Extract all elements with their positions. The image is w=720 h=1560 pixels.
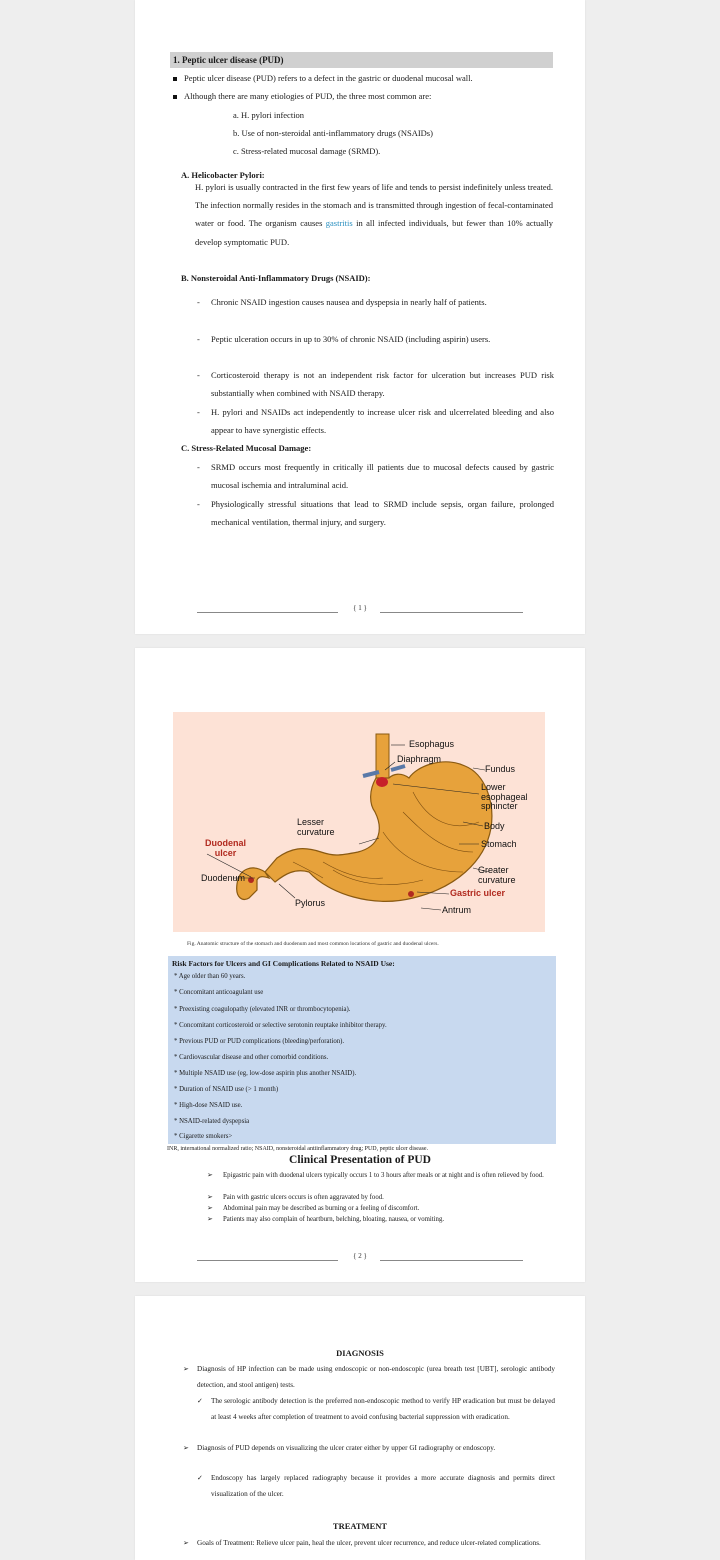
etiology-item: b. Use of non-steroidal anti-inflammatory drugs (NSAIDs): [233, 128, 433, 138]
label-esophagus: Esophagus: [409, 739, 455, 749]
risk-item: * Duration of NSAID use (> 1 month): [174, 1086, 279, 1093]
diagnosis-subitem: ✓ The serologic antibody detection is the preferred non-endoscopic method to verify HP eradication but must be delayed at least 4 weeks after completion of treatment to avoid confusing bacterial suppression with eradication.: [197, 1397, 555, 1421]
document-page-2: [135, 648, 585, 1282]
srmd-item: - SRMD occurs most frequently in critically ill patients due to mucosal defects caused by gastric mucosal ischemia and intraluminal acid.: [197, 462, 554, 491]
section-a-paragraph: H. pylori is usually contracted in the first few years of life and tends to persist indefinitely unless treated. The infection normally resides in the stomach and is transmitted through ingestion of fecal-contaminated water or food. The organism causes gastritis in all infected individuals, but fewer than 10% actually develop symptomatic PUD.: [195, 182, 553, 247]
label-diaphragm: Diaphragm: [397, 754, 442, 764]
section-a-heading: A. Helicobacter Pylori:: [181, 170, 265, 180]
risk-item: * NSAID-related dyspepsia: [174, 1118, 250, 1125]
etiology-item: a. H. pylori infection: [233, 110, 305, 120]
label-fundus: Fundus: [485, 764, 516, 774]
gastritis-link[interactable]: gastritis: [325, 218, 353, 229]
clinical-item: ➢ Epigastric pain with duodenal ulcers typically occurs 1 to 3 hours after meals or at night and is often relieved by food.: [207, 1171, 544, 1179]
label-lower-esophageal-sphincter: Lower esophageal sphincter: [481, 782, 528, 811]
risk-item: * High-dose NSAID use.: [174, 1102, 243, 1109]
label-antrum: Antrum: [442, 905, 472, 915]
treatment-item: ➢ Goals of Treatment: Relieve ulcer pain, heal the ulcer, prevent ulcer recurrence, and reduce ulcer-related complications.: [183, 1539, 541, 1547]
diagnosis-subitem: ✓ Endoscopy has largely replaced radiography because it provides a more accurate diagnosis and permits direct visualization of the ulcer.: [197, 1474, 555, 1498]
figure-caption: Fig. Anatomic structure of the stomach and duodenum and most common locations of gastric and duodenal ulcers.: [187, 941, 439, 947]
bullet-square-icon: [173, 77, 177, 81]
srmd-item: - Physiologically stressful situations that lead to SRMD include sepsis, organ failure, prolonged mechanical ventilation, thermal injury, and surgery.: [197, 499, 554, 528]
document-page-3: [135, 1296, 585, 1560]
stomach-anatomy-figure: [173, 712, 545, 932]
clinical-item: ➢ Pain with gastric ulcers occurs is often aggravated by food.: [207, 1193, 384, 1201]
risk-item: * Multiple NSAID use (eg, low-dose aspirin plus another NSAID).: [174, 1070, 357, 1077]
risk-factors-box: [168, 956, 556, 1144]
label-stomach: Stomach: [481, 839, 517, 849]
label-pylorus: Pylorus: [295, 898, 326, 908]
risk-item: * Age older than 60 years.: [174, 973, 246, 980]
label-lesser-curvature: Lesser curvature: [297, 817, 335, 837]
risk-item: * Preexisting coagulopathy (elevated INR or thrombocytopenia).: [174, 1006, 351, 1013]
label-greater-curvature: Greater curvature: [478, 865, 516, 885]
diagnosis-item: ➢ Diagnosis of PUD depends on visualizing the ulcer crater either by upper GI radiography or endoscopy.: [183, 1444, 496, 1452]
abbreviations-note: INR, international normalized ratio; NSAID, nonsteroidal antiinflammatory drug; PUD, peptic ulcer disease.: [167, 1146, 429, 1152]
label-duodenum: Duodenum: [201, 873, 246, 883]
label-duodenal-ulcer: Duodenal ulcer: [205, 838, 247, 858]
diagnosis-title: DIAGNOSIS: [336, 1348, 384, 1358]
footer-rule: [197, 612, 338, 613]
clinical-item: ➢ Abdominal pain may be described as burning or a feeling of discomfort.: [207, 1204, 420, 1212]
section-c-heading: C. Stress-Related Mucosal Damage:: [181, 443, 312, 453]
nsaid-item: - Peptic ulceration occurs in up to 30% of chronic NSAID (including aspirin) users.: [197, 334, 491, 344]
nsaid-item: - H. pylori and NSAIDs act independently to increase ulcer risk and ulcerrelated bleeding and also appear to have synergistic effects.: [197, 407, 554, 436]
nsaid-item: - Corticosteroid therapy is not an independent risk factor for ulceration but increases PUD risk substantially when combined with NSAID therapy.: [197, 370, 554, 399]
risk-item: * Cardiovascular disease and other comorbid conditions.: [174, 1054, 329, 1061]
footer-rule: [380, 1260, 523, 1261]
bullet-item: Although there are many etiologies of PUD, the three most common are:: [173, 90, 431, 102]
risk-item: * Cigarette smokers>: [174, 1133, 233, 1140]
etiology-item: c. Stress-related mucosal damage (SRMD).: [233, 146, 381, 156]
risk-factors-title: Risk Factors for Ulcers and GI Complications Related to NSAID Use:: [172, 959, 395, 968]
label-body: Body: [484, 821, 505, 831]
page-number: { 2 }: [353, 1252, 367, 1260]
page-number: { 1 }: [353, 604, 367, 612]
footer-rule: [380, 612, 523, 613]
bullet-item: Peptic ulcer disease (PUD) refers to a defect in the gastric or duodenal mucosal wall.: [173, 72, 473, 84]
section-title: 1. Peptic ulcer disease (PUD): [170, 52, 553, 68]
risk-item: * Previous PUD or PUD complications (bleeding/perforation).: [174, 1038, 345, 1045]
treatment-title: TREATMENT: [332, 1521, 388, 1531]
nsaid-item: - Chronic NSAID ingestion causes nausea and dyspepsia in nearly half of patients.: [197, 297, 487, 307]
diagnosis-item: ➢ Diagnosis of HP infection can be made using endoscopic or non-endoscopic (urea breath test [UBT], serologic antibody detection, and stool antigen) tests.: [183, 1365, 555, 1389]
risk-item: * Concomitant corticosteroid or selective serotonin reuptake inhibitor therapy.: [174, 1022, 387, 1029]
section-b-heading: B. Nonsteroidal Anti-Inflammatory Drugs (NSAID):: [181, 273, 371, 283]
clinical-presentation-title: Clinical Presentation of PUD: [289, 1154, 431, 1166]
document-page-1: [135, 0, 585, 634]
bullet-square-icon: [173, 95, 177, 99]
label-gastric-ulcer: Gastric ulcer: [450, 888, 506, 898]
clinical-item: ➢ Patients may also complain of heartburn, belching, bloating, nausea, or vomiting.: [207, 1215, 445, 1223]
footer-rule: [197, 1260, 338, 1261]
risk-item: * Concomitant anticoagulant use: [174, 989, 264, 996]
